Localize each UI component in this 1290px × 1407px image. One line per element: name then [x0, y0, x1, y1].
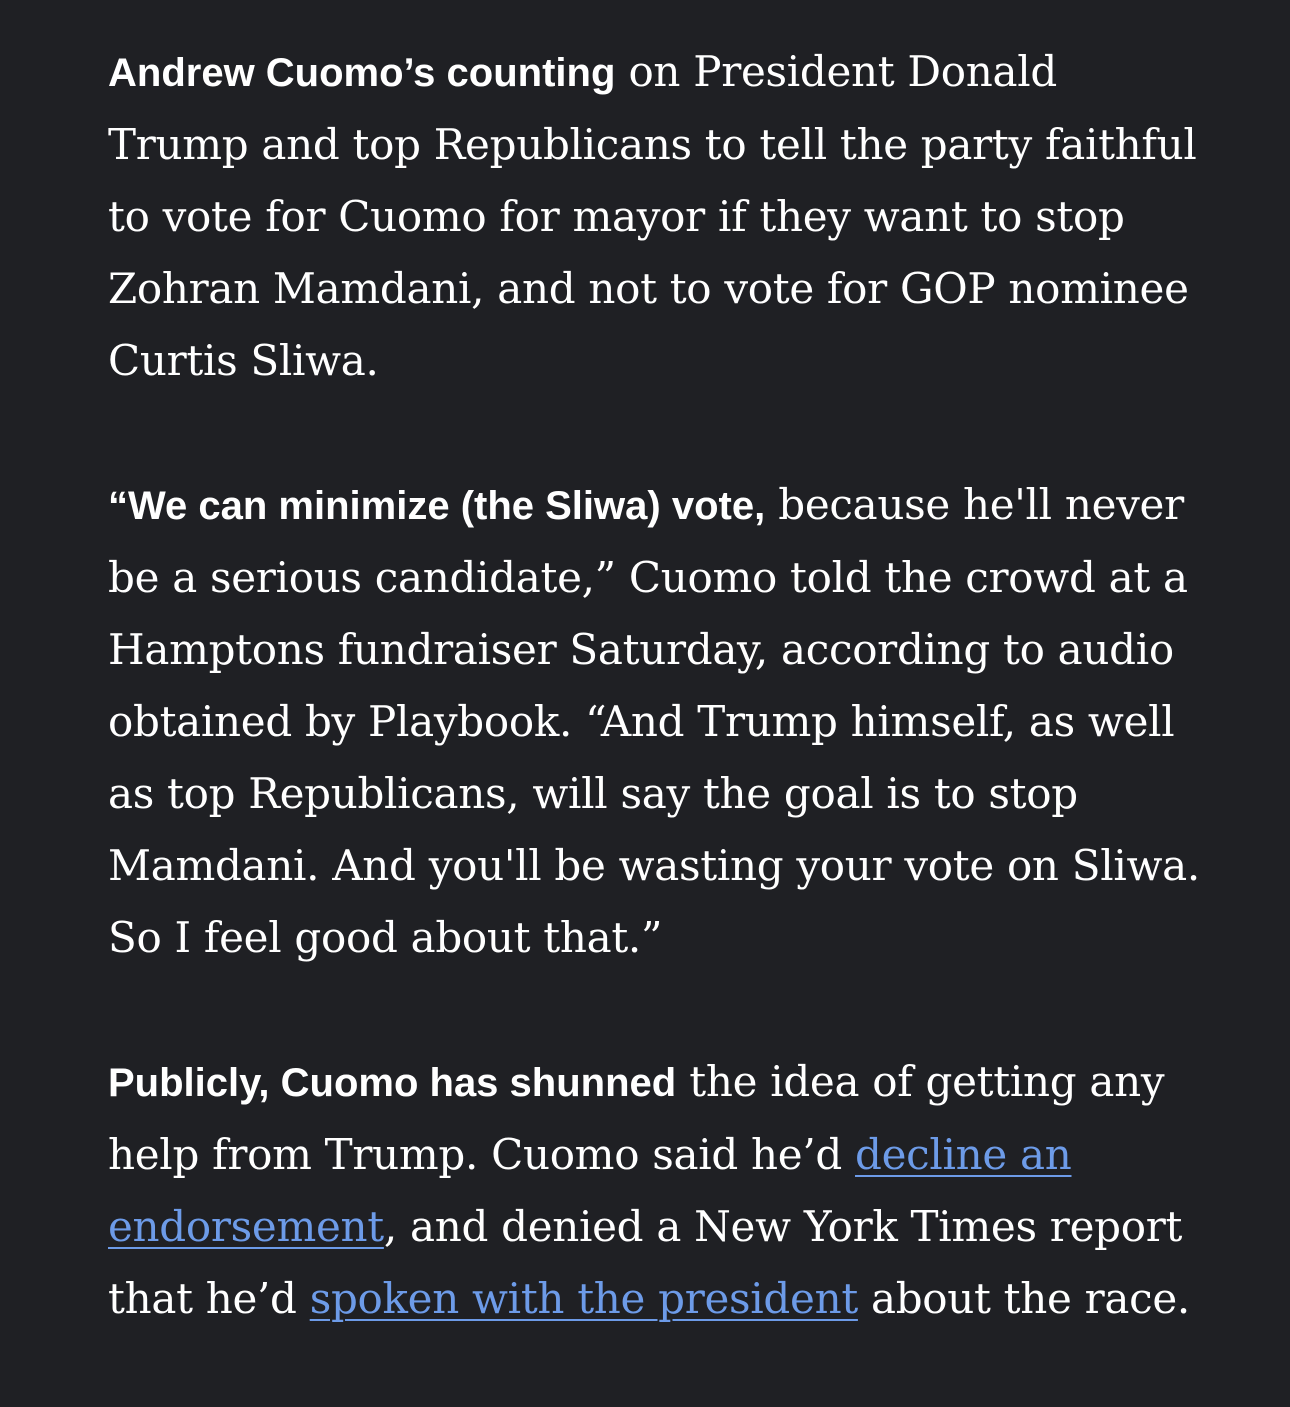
paragraph-text: the idea of getting any help from Trump. Cuomo said he’d: [108, 1057, 1165, 1179]
decline-endorsement-link[interactable]: decline an endorsement: [108, 1130, 1072, 1251]
paragraph-1: [108, 36, 1208, 397]
paragraph-lead: Publicly, Cuomo has shunned: [108, 1061, 677, 1105]
paragraph-text: on President Donald Trump and top Republicans to tell the party faithful to vote for Cuomo for mayor if they want to stop Zohran Mamdani, and not to vote for GOP nominee Curtis Sliwa.: [108, 47, 1197, 385]
paragraph-2: [108, 469, 1208, 974]
paragraph-text: because he'll never be a serious candidate,” Cuomo told the crowd at a Hamptons fundraiser Saturday, according to audio obtained by Playbook. “And Trump himself, as well as top Republicans, will say the goal is to stop Mamdani. And you'll be wasting your vote on Sliwa. So I feel good about that.”: [108, 480, 1200, 962]
paragraph-lead: Andrew Cuomo’s counting: [108, 51, 616, 95]
paragraph-text: , and denied a New York Times report that he’d: [108, 1202, 1183, 1323]
paragraph-lead: “We can minimize (the Sliwa) vote,: [108, 484, 766, 528]
paragraph-3: [108, 1046, 1208, 1335]
paragraph-text: about the race.: [857, 1274, 1190, 1323]
article-body: [108, 36, 1208, 1407]
spoken-with-president-link[interactable]: spoken with the president: [309, 1274, 858, 1323]
